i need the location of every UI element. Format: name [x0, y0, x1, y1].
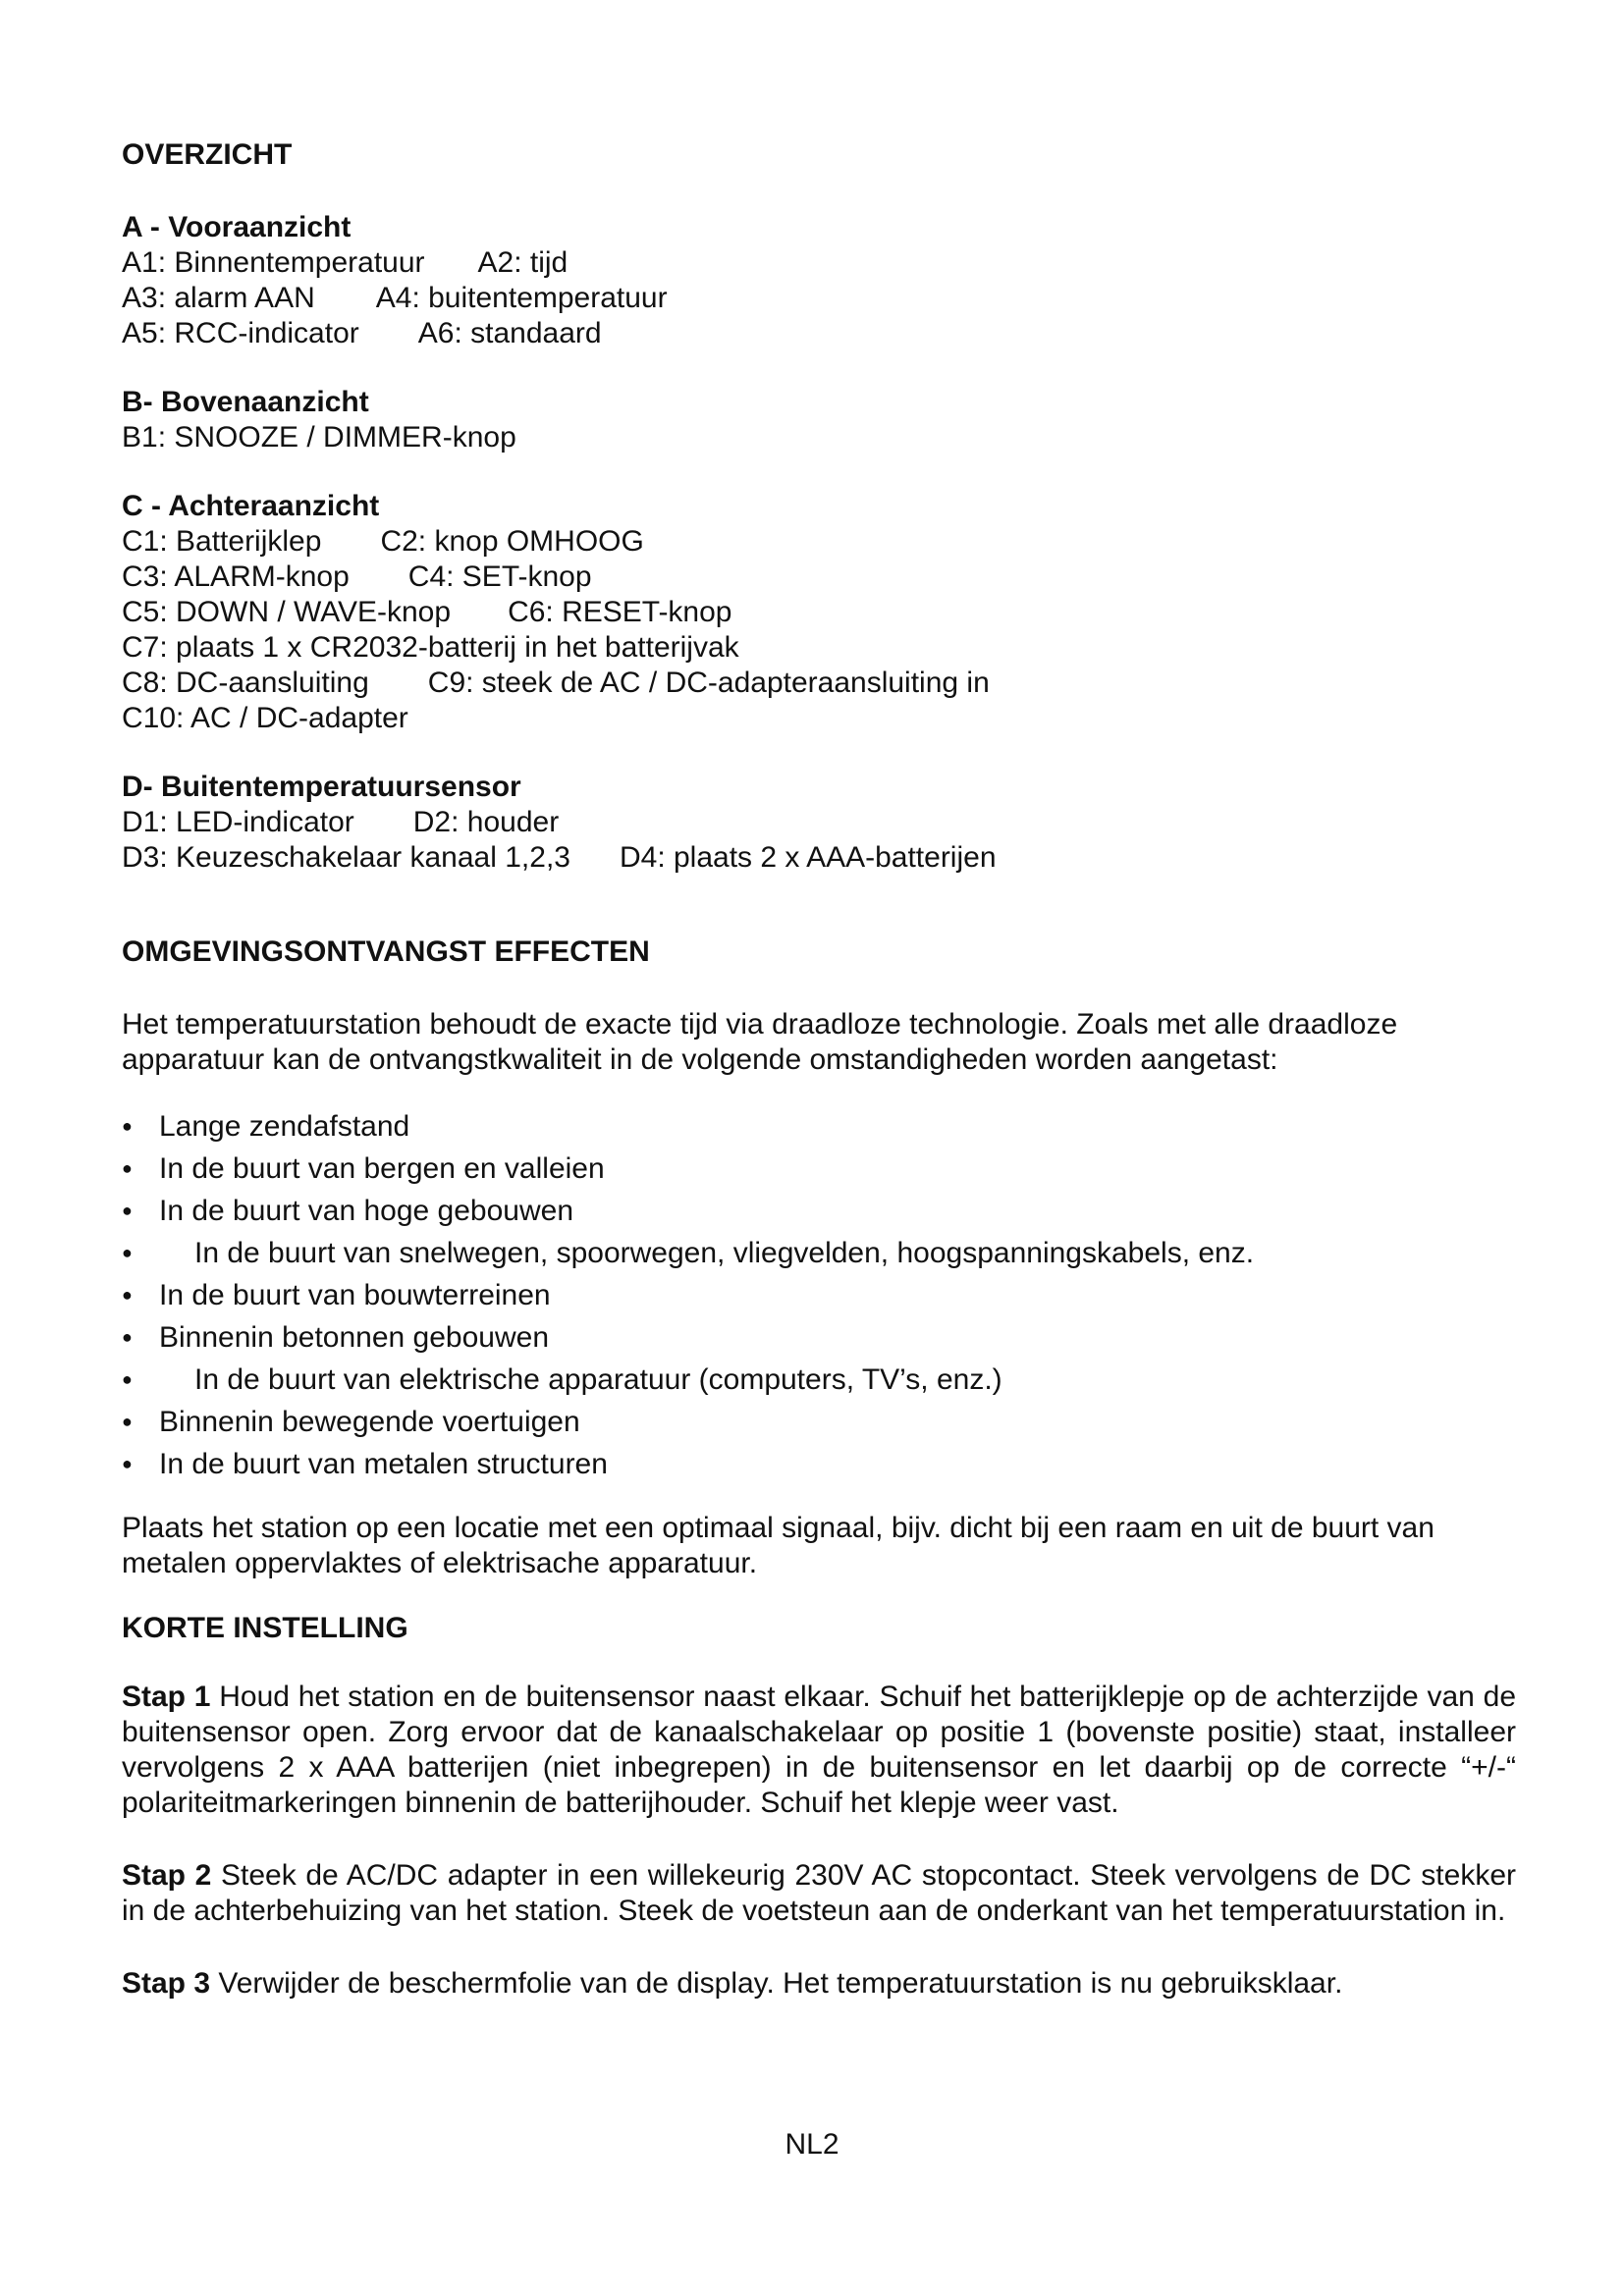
list-item: ● In de buurt van snelwegen, spoorwegen, vliegvelden, hoogspanningskabels, enz. [122, 1232, 1516, 1274]
list-item: ● Binnenin betonnen gebouwen [122, 1316, 1516, 1359]
group-a-row: A5: RCC-indicator A6: standaard [122, 317, 602, 349]
group-c-row: C1: Batterijklep C2: knop OMHOOG [122, 525, 644, 558]
group-c-row: C10: AC / DC-adapter [122, 702, 408, 734]
ontvangst-outro: Plaats het station op een locatie met een optimaal signaal, bijv. dicht bij een raam en uit de buurt van metalen oppervlaktes of elektrisache apparatuur. [122, 1512, 1435, 1579]
step-3-label: Stap 3 [122, 1967, 211, 2000]
group-d-title: D- Buitentemperatuursensor [122, 771, 521, 803]
section-title-instelling: KORTE INSTELLING [122, 1612, 408, 1644]
step-3-paragraph [122, 1966, 1516, 2002]
group-c-row: C8: DC-aansluiting C9: steek de AC / DC-adapteraansluiting in [122, 667, 990, 699]
list-item: ● Lange zendafstand [122, 1105, 1516, 1148]
section-title-overzicht: OVERZICHT [122, 138, 293, 171]
step-3-text: Verwijder de beschermfolie van de display. Het temperatuurstation is nu gebruiksklaar. [218, 1967, 1343, 2000]
step-2-paragraph [122, 1858, 1516, 1929]
page-number: NL2 [785, 2128, 839, 2161]
group-c [122, 489, 1516, 736]
ontvangst-bullet-list [122, 1105, 1516, 1485]
list-item: ● In de buurt van bouwterreinen [122, 1274, 1516, 1316]
step-2-label: Stap 2 [122, 1859, 212, 1892]
group-d-row: D1: LED-indicator D2: houder [122, 806, 560, 838]
ontvangst-intro: Het temperatuurstation behoudt de exacte tijd via draadloze technologie. Zoals met alle draadloze apparatuur kan de ontvangstkwaliteit in de volgende omstandigheden worden aangetast: [122, 1008, 1398, 1076]
list-item: ● Binnenin bewegende voertuigen [122, 1401, 1516, 1443]
group-c-row: C7: plaats 1 x CR2032-batterij in het batterijvak [122, 631, 739, 664]
group-a-row: A1: Binnentemperatuur A2: tijd [122, 246, 568, 279]
step-1-label: Stap 1 [122, 1681, 211, 1713]
group-d-row: D3: Keuzeschakelaar kanaal 1,2,3 D4: plaats 2 x AAA-batterijen [122, 841, 997, 874]
group-b [122, 385, 1516, 455]
group-a-title: A - Vooraanzicht [122, 211, 352, 243]
group-c-title: C - Achteraanzicht [122, 490, 380, 522]
group-a-row: A3: alarm AAN A4: buitentemperatuur [122, 282, 668, 314]
group-c-row: C3: ALARM-knop C4: SET-knop [122, 561, 592, 593]
group-b-row: B1: SNOOZE / DIMMER-knop [122, 421, 516, 454]
group-b-title: B- Bovenaanzicht [122, 386, 369, 418]
list-item: ● In de buurt van hoge gebouwen [122, 1190, 1516, 1232]
group-c-row: C5: DOWN / WAVE-knop C6: RESET-knop [122, 596, 732, 628]
document-page [122, 137, 1516, 2002]
section-title-ontvangst: OMGEVINGSONTVANGST EFFECTEN [122, 935, 650, 968]
step-1-paragraph [122, 1680, 1516, 1821]
step-2-text: Steek de AC/DC adapter in een willekeurig 230V AC stopcontact. Steek vervolgens de DC stekker in de achterbehuizing van het station. Steek de voetsteun aan de onderkant van het temperatuurstation in. [122, 1859, 1516, 1927]
group-a [122, 210, 1516, 351]
group-d [122, 770, 1516, 876]
step-1-text: Houd het station en de buitensensor naast elkaar. Schuif het batterijklepje op de achterzijde van de buitensensor open. Zorg ervoor dat de kanaalschakelaar op positie 1 (bovenste positie) staat, installeer vervolgens 2 x AAA batterijen (niet inbegrepen) in de buitensensor en let daarbij op de correcte “+/-“ polariteitmarkeringen binnenin de batterijhouder. Schuif het klepje weer vast. [122, 1681, 1516, 1819]
list-item: ● In de buurt van elektrische apparatuur (computers, TV’s, enz.) [122, 1359, 1516, 1401]
list-item: ● In de buurt van bergen en valleien [122, 1148, 1516, 1190]
list-item: ● In de buurt van metalen structuren [122, 1443, 1516, 1485]
